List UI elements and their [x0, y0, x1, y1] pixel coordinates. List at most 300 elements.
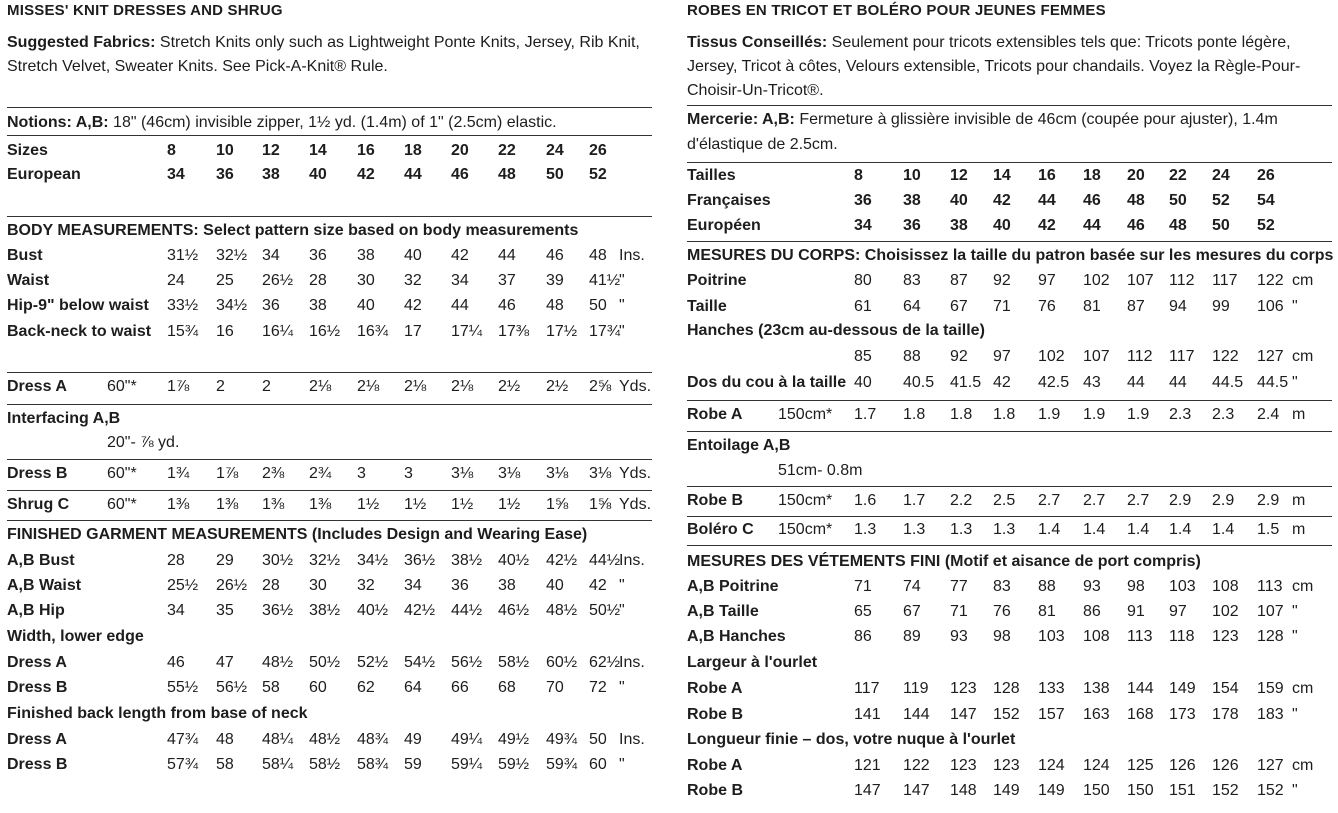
length-row-value: 121	[854, 757, 881, 774]
width-row-value: 154	[1212, 680, 1239, 697]
fabrics-label: Tissus Conseillés:	[687, 34, 828, 51]
taille-row-value: 64	[903, 298, 921, 315]
body-row-value: 36	[309, 247, 327, 264]
width-row-value: 52½	[357, 654, 389, 671]
finished-row-value: 26½	[216, 577, 248, 594]
hanches-row-unit: cm	[1292, 348, 1314, 365]
length-row-value: 152	[1257, 782, 1284, 799]
notions-text: 18" (46cm) invisible zipper, 1½ yd. (1.4m) of 1" (2.5cm) elastic.	[108, 114, 557, 131]
dos-row-value: 44.5	[1212, 374, 1244, 391]
rule-line	[687, 400, 1332, 401]
width-row-value: 47	[216, 654, 234, 671]
fabrics-text: Stretch Knits only such as Lightweight Ponte Knits, Jersey, Rib Knit,	[155, 34, 640, 51]
europeen-row-value: 50	[1212, 217, 1230, 234]
dress-b-yardage-label: Dress B	[7, 465, 68, 482]
width-row-value: 144	[1127, 680, 1154, 697]
finished-row-value: 89	[903, 628, 921, 645]
european-row-value: 50	[546, 166, 564, 183]
robe-b-yardage-value: 2.9	[1169, 492, 1192, 509]
finished-row-value: 128	[1257, 628, 1284, 645]
width-row-value: 183	[1257, 706, 1284, 723]
length-row-value: 49¾	[546, 731, 578, 748]
dress-b-yardage-fabric-width: 60"*	[107, 465, 137, 482]
robe-a-yardage-value: 1.9	[1038, 406, 1061, 423]
poitrine-row-label: Poitrine	[687, 272, 747, 289]
finished-row-value: 34½	[357, 552, 389, 569]
tailles-row-value: 18	[1083, 167, 1101, 184]
finished-heading-en	[7, 525, 652, 545]
width-row-unit: cm	[1292, 680, 1314, 697]
tailles-row-value: 10	[903, 167, 921, 184]
europeen-row-value: 40	[993, 217, 1011, 234]
body-row-value: 26½	[262, 272, 294, 289]
width-row-value: 141	[854, 706, 881, 723]
finished-row-value: 97	[1169, 603, 1187, 620]
finished-row-unit: "	[1292, 628, 1298, 645]
francaises-row-value: 40	[950, 192, 968, 209]
fabrics-text: Choisir-Un-Tricot®.	[687, 82, 824, 99]
length-row-value: 58¼	[262, 756, 294, 773]
hanches-row-value: 127	[1257, 348, 1284, 365]
taille-row-value: 71	[993, 298, 1011, 315]
european-row-value: 52	[589, 166, 607, 183]
taille-row-value: 99	[1212, 298, 1230, 315]
body-row-value: 46	[498, 297, 516, 314]
dress-a-yardage-value: 2	[216, 378, 225, 395]
length-row-value: 57¾	[167, 756, 199, 773]
finished-row-value: 42	[589, 577, 607, 594]
width-row-label: Robe A	[687, 680, 743, 697]
francaises-row-value: 36	[854, 192, 872, 209]
taille-row-value: 106	[1257, 298, 1284, 315]
english-instructions	[7, 0, 652, 813]
finished-row-value: 86	[1083, 603, 1101, 620]
taille-row-value: 81	[1083, 298, 1101, 315]
dos-row-value: 43	[1083, 374, 1101, 391]
interfacing-detail-text: 20"- ⅞ yd.	[107, 434, 180, 451]
interfacing-en	[7, 409, 652, 429]
body-row-value: 44	[451, 297, 469, 314]
dress-a-yardage-value: 2⅛	[309, 378, 332, 395]
hanches-row-value: 85	[854, 348, 872, 365]
dos-row-label: Dos du cou à la taille	[687, 374, 847, 391]
finished-row-value: 103	[1038, 628, 1065, 645]
hanches-row-value: 92	[950, 348, 968, 365]
dress-b-yardage-value: 2¾	[309, 465, 332, 482]
width-row-value: 56½	[216, 679, 248, 696]
finished-row-value: 28	[167, 552, 185, 569]
length-row-value: 148	[950, 782, 977, 799]
europeen-row-value: 46	[1127, 217, 1145, 234]
dress-b-yardage-value: 3⅛	[451, 465, 474, 482]
body-row-value: 25	[216, 272, 234, 289]
body-row-value: 16¼	[262, 323, 294, 340]
width-row-value: 117	[854, 680, 880, 697]
finished-row-unit: cm	[1292, 578, 1314, 595]
taille-row-value: 87	[1127, 298, 1145, 315]
body-row-label: Bust	[7, 247, 43, 264]
finished-row-value: 44½	[589, 552, 621, 569]
robe-a-yardage-value: 1.8	[950, 406, 973, 423]
length-row-value: 151	[1169, 782, 1196, 799]
bolero-c-yardage-value: 1.4	[1169, 521, 1192, 538]
mercerie-label: Mercerie: A,B:	[687, 111, 795, 128]
hanches-label	[687, 321, 1332, 341]
width-row-value: 119	[903, 680, 929, 697]
length-row-value: 126	[1212, 757, 1239, 774]
length-row-value: 59	[404, 756, 422, 773]
robe-a-yardage-value: 2.3	[1169, 406, 1192, 423]
body-row-unit: "	[619, 297, 625, 314]
fabrics-label: Suggested Fabrics:	[7, 34, 156, 51]
dress-a-yardage-fabric-width: 60"*	[107, 378, 137, 395]
francaises-row-value: 38	[903, 192, 921, 209]
rule-line	[687, 431, 1332, 432]
sizes-row-value: 24	[546, 142, 564, 159]
shrug-c-yardage-value: 1½	[357, 496, 380, 513]
bolero-c-yardage-value: 1.3	[903, 521, 926, 538]
width-row-value: 58½	[498, 654, 530, 671]
sizes-row-value: 10	[216, 142, 234, 159]
width-row-value: 173	[1169, 706, 1196, 723]
finished-row-value: 44½	[451, 602, 483, 619]
poitrine-row-unit: cm	[1292, 272, 1314, 289]
length-heading-fr	[687, 730, 1332, 750]
body-row-value: 33½	[167, 297, 199, 314]
shrug-c-yardage-value: 1½	[451, 496, 474, 513]
entoilage-label: Entoilage A,B	[687, 437, 791, 454]
body-row-label: Back-neck to waist	[7, 323, 152, 340]
robe-b-yardage-value: 2.9	[1212, 492, 1235, 509]
finished-row-value: 48½	[546, 602, 578, 619]
mercerie-text: d'élastique de 2.5cm.	[687, 136, 838, 153]
european-row-value: 36	[216, 166, 234, 183]
fabrics-en-line2	[7, 57, 652, 77]
poitrine-row-value: 92	[993, 272, 1011, 289]
length-row-label: Dress B	[7, 756, 68, 773]
length-row-value: 49	[404, 731, 422, 748]
poitrine-row-value: 83	[903, 272, 921, 289]
european-row-value: 48	[498, 166, 516, 183]
length-heading-en	[7, 704, 652, 724]
shrug-c-yardage-label: Shrug C	[7, 496, 70, 513]
width-row-unit: Ins.	[619, 654, 645, 671]
finished-row-value: 65	[854, 603, 872, 620]
finished-row-value: 103	[1169, 578, 1196, 595]
shrug-c-yardage-unit: Yds.	[619, 496, 652, 513]
width-row-value: 144	[903, 706, 930, 723]
body-row-label: Hip-9" below waist	[7, 297, 149, 314]
europeen-row-value: 44	[1083, 217, 1101, 234]
taille-row-value: 67	[950, 298, 968, 315]
dress-a-yardage-value: 2½	[546, 378, 569, 395]
length-row-value: 149	[1038, 782, 1065, 799]
body-row-value: 16¾	[357, 323, 389, 340]
finished-row-value: 76	[993, 603, 1011, 620]
finished-row-value: 38	[498, 577, 516, 594]
shrug-c-yardage-value: 1⅜	[262, 496, 285, 513]
dress-b-yardage-unit: Yds.	[619, 465, 652, 482]
width-row-label: Robe B	[687, 706, 743, 723]
length-row-value: 127	[1257, 757, 1284, 774]
mercerie-fr-line1	[687, 110, 1332, 130]
dress-b-yardage-value: 3⅛	[589, 465, 612, 482]
dos-row-value: 44	[1169, 374, 1187, 391]
poitrine-row-value: 87	[950, 272, 968, 289]
poitrine-row-value: 80	[854, 272, 872, 289]
dress-a-yardage-label: Dress A	[7, 378, 67, 395]
europeen-row-label: Européen	[687, 217, 761, 234]
hanches-row-value: 107	[1083, 348, 1110, 365]
european-row-value: 38	[262, 166, 280, 183]
robe-b-yardage-value: 2.9	[1257, 492, 1280, 509]
finished-row-value: 98	[993, 628, 1011, 645]
finished-row-value: 38½	[309, 602, 341, 619]
hanches-row-value: 117	[1169, 348, 1195, 365]
european-row-value: 46	[451, 166, 469, 183]
dos-row-value: 40.5	[903, 374, 935, 391]
tailles-row-value: 16	[1038, 167, 1056, 184]
length-row-unit: "	[619, 756, 625, 773]
europeen-row-value: 38	[950, 217, 968, 234]
length-row-value: 48¼	[262, 731, 294, 748]
body-row-unit: "	[619, 323, 625, 340]
finished-row-value: 36	[451, 577, 469, 594]
width-row-value: 133	[1038, 680, 1065, 697]
finished-row-value: 30	[309, 577, 327, 594]
body-row-value: 48	[546, 297, 564, 314]
title-text: MISSES' KNIT DRESSES AND SHRUG	[7, 2, 283, 19]
european-row-value: 40	[309, 166, 327, 183]
heading-text: Select pattern size based on body measurements	[198, 222, 579, 239]
heading-label: MESURES DU CORPS:	[687, 247, 861, 264]
finished-row-value: 28	[262, 577, 280, 594]
body-row-value: 16½	[309, 323, 341, 340]
length-row-value: 49¼	[451, 731, 483, 748]
width-row-value: 62	[357, 679, 375, 696]
length-row-value: 123	[950, 757, 977, 774]
robe-a-yardage-value: 1.8	[903, 406, 926, 423]
body-row-value: 42	[451, 247, 469, 264]
poitrine-row-value: 117	[1212, 272, 1238, 289]
length-row-value: 48¾	[357, 731, 389, 748]
rule-line	[7, 459, 652, 460]
finished-row-value: 118	[1169, 628, 1195, 645]
finished-row-value: 36½	[262, 602, 294, 619]
body-row-value: 39	[546, 272, 564, 289]
width-row-value: 55½	[167, 679, 199, 696]
length-row-value: 48	[216, 731, 234, 748]
length-row-label: Dress A	[7, 731, 67, 748]
finished-row-value: 81	[1038, 603, 1056, 620]
finished-row-label: A,B Hanches	[687, 628, 786, 645]
robe-a-yardage-value: 1.9	[1083, 406, 1106, 423]
sizes-row-value: 20	[451, 142, 469, 159]
heading-label: BODY MEASUREMENTS:	[7, 222, 199, 239]
poitrine-row-value: 107	[1127, 272, 1154, 289]
robe-b-yardage-value: 2.7	[1127, 492, 1150, 509]
length-row-value: 50	[589, 731, 607, 748]
width-row-unit: "	[1292, 706, 1298, 723]
finished-row-value: 93	[950, 628, 968, 645]
robe-b-yardage-label: Robe B	[687, 492, 743, 509]
doc-title-fr	[687, 1, 1332, 21]
sizes-row-value: 16	[357, 142, 375, 159]
mercerie-text: Fermeture à glissière invisible de 46cm (coupée pour ajuster), 1.4m	[794, 111, 1278, 128]
width-row-value: 157	[1038, 706, 1065, 723]
length-row-value: 122	[903, 757, 930, 774]
rule-line	[687, 162, 1332, 163]
dress-a-yardage-value: 1⅞	[167, 378, 190, 395]
bolero-c-yardage-label: Boléro C	[687, 521, 754, 538]
dress-a-yardage-unit: Yds.	[619, 378, 652, 395]
dos-row-value: 41.5	[950, 374, 982, 391]
body-row-value: 38	[309, 297, 327, 314]
width-row-value: 72	[589, 679, 607, 696]
dos-row-value: 40	[854, 374, 872, 391]
body-row-value: 16	[216, 323, 234, 340]
taille-row-value: 94	[1169, 298, 1187, 315]
bolero-c-yardage-value: 1.4	[1127, 521, 1150, 538]
body-row-value: 44	[498, 247, 516, 264]
mercerie-fr-line2	[687, 135, 1332, 155]
heading-text: (Includes Design and Wearing Ease)	[307, 526, 588, 543]
length-row-value: 123	[993, 757, 1020, 774]
robe-a-yardage-fabric-width: 150cm*	[778, 406, 833, 423]
finished-row-value: 102	[1212, 603, 1239, 620]
hanches-row-value: 102	[1038, 348, 1065, 365]
finished-row-value: 34	[167, 602, 185, 619]
sizes-row-value: 22	[498, 142, 516, 159]
europeen-row-value: 42	[1038, 217, 1056, 234]
robe-b-yardage-value: 2.7	[1038, 492, 1061, 509]
robe-a-yardage-value: 2.3	[1212, 406, 1235, 423]
finished-heading-fr	[687, 552, 1332, 572]
length-row-value: 59½	[498, 756, 530, 773]
heading-label: MESURES DES VÉTEMENTS FINI	[687, 553, 941, 570]
robe-b-yardage-value: 2.5	[993, 492, 1016, 509]
dress-a-yardage-value: 2⅛	[357, 378, 380, 395]
fabrics-text: Jersey, Tricot à côtes, Velours extensible, Tricots pour chandails. Voyez la Règle-Pour-	[687, 58, 1301, 75]
sizes-row-value: 12	[262, 142, 280, 159]
body-row-label: Waist	[7, 272, 50, 289]
length-row-value: 124	[1083, 757, 1110, 774]
shrug-c-yardage-value: 1⅝	[546, 496, 569, 513]
finished-row-value: 113	[1127, 628, 1153, 645]
finished-row-value: 36½	[404, 552, 436, 569]
length-row-unit: Ins.	[619, 731, 645, 748]
robe-b-yardage-value: 1.6	[854, 492, 877, 509]
finished-row-value: 123	[1212, 628, 1239, 645]
interfacing-label: Interfacing A,B	[7, 410, 121, 427]
dress-b-yardage-value: 3⅛	[498, 465, 521, 482]
entoilage-fr	[687, 436, 1332, 456]
width-row-value: 149	[1169, 680, 1196, 697]
tailles-row-label: Tailles	[687, 167, 736, 184]
dress-a-yardage-value: 2⅛	[451, 378, 474, 395]
width-row-value: 68	[498, 679, 516, 696]
finished-row-value: 86	[854, 628, 872, 645]
length-row-value: 150	[1083, 782, 1110, 799]
francaises-row-value: 46	[1083, 192, 1101, 209]
tailles-row-value: 20	[1127, 167, 1145, 184]
dos-row-unit: "	[1292, 374, 1298, 391]
finished-row-value: 32	[357, 577, 375, 594]
body-row-value: 40	[357, 297, 375, 314]
finished-row-value: 71	[950, 603, 968, 620]
finished-row-value: 108	[1083, 628, 1110, 645]
body-row-value: 37	[498, 272, 516, 289]
subheading: Largeur à l'ourlet	[687, 654, 818, 671]
finished-row-unit: "	[619, 602, 625, 619]
subheading: Width, lower edge	[7, 628, 144, 645]
fabrics-text: Seulement pour tricots extensibles tels que: Tricots ponte légère,	[827, 34, 1291, 51]
dos-row-value: 44.5	[1257, 374, 1289, 391]
heading-text: Choisissez la taille du patron basée sur les mesures du corps	[860, 247, 1334, 264]
length-row-value: 152	[1212, 782, 1239, 799]
body-row-value: 34	[262, 247, 280, 264]
finished-row-value: 91	[1127, 603, 1145, 620]
doc-title-en	[7, 1, 652, 21]
finished-row-value: 34	[404, 577, 422, 594]
robe-b-yardage-value: 2.2	[950, 492, 973, 509]
bolero-c-yardage-value: 1.3	[993, 521, 1016, 538]
width-row-value: 70	[546, 679, 564, 696]
width-row-value: 56½	[451, 654, 483, 671]
body-row-value: 17⅜	[498, 323, 530, 340]
shrug-c-yardage-value: 1⅜	[167, 496, 190, 513]
body-row-unit: Ins.	[619, 247, 645, 264]
body-heading-en	[7, 221, 652, 241]
length-row-label: Robe B	[687, 782, 743, 799]
robe-a-yardage-value: 1.7	[854, 406, 877, 423]
robe-b-yardage-value: 2.7	[1083, 492, 1106, 509]
hanches-row-value: 97	[993, 348, 1011, 365]
body-row-value: 42	[404, 297, 422, 314]
finished-row-label: A,B Bust	[7, 552, 75, 569]
finished-row-value: 71	[854, 578, 872, 595]
francaises-row-value: 54	[1257, 192, 1275, 209]
width-row-value: 163	[1083, 706, 1110, 723]
length-row-value: 49½	[498, 731, 530, 748]
fabrics-text: Stretch Velvet, Sweater Knits. See Pick-A-Knit® Rule.	[7, 58, 388, 75]
body-row-value: 32	[404, 272, 422, 289]
shrug-c-yardage-value: 1⅝	[589, 496, 612, 513]
finished-row-value: 38½	[451, 552, 483, 569]
bolero-c-yardage-value: 1.3	[854, 521, 877, 538]
rule-line	[7, 372, 652, 373]
finished-row-value: 29	[216, 552, 234, 569]
fabrics-fr-line1	[687, 33, 1332, 53]
bolero-c-yardage-value: 1.4	[1212, 521, 1235, 538]
body-row-value: 28	[309, 272, 327, 289]
width-row-value: 147	[950, 706, 977, 723]
hanches-row-value: 122	[1212, 348, 1239, 365]
bolero-c-yardage-fabric-width: 150cm*	[778, 521, 833, 538]
length-row-value: 149	[993, 782, 1020, 799]
fabrics-fr-line2	[687, 57, 1332, 77]
width-row-value: 66	[451, 679, 469, 696]
width-row-value: 128	[993, 680, 1020, 697]
body-row-value: 24	[167, 272, 185, 289]
dress-a-yardage-value: 2½	[498, 378, 521, 395]
francaises-row-value: 44	[1038, 192, 1056, 209]
rule-line	[7, 107, 652, 108]
length-row-value: 147	[903, 782, 930, 799]
body-row-value: 48	[589, 247, 607, 264]
dos-row-value: 44	[1127, 374, 1145, 391]
finished-row-value: 50½	[589, 602, 621, 619]
